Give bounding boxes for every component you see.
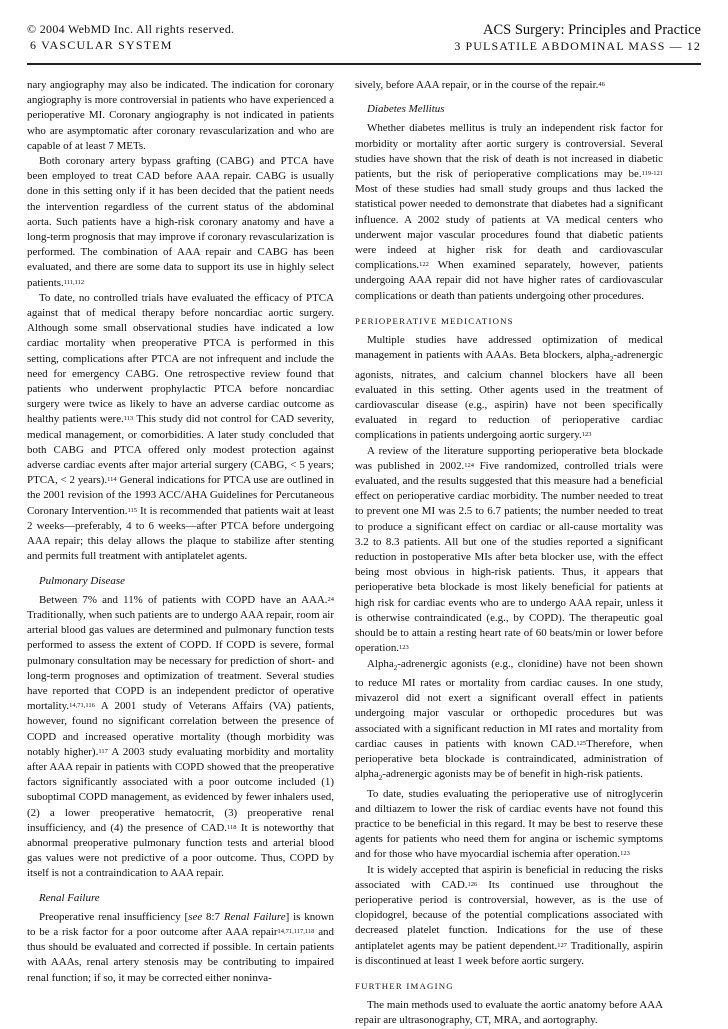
- book-title: ACS Surgery: Principles and Practice: [482, 22, 701, 38]
- reference-marker: 46: [598, 81, 605, 88]
- reference-marker: 115: [127, 506, 137, 514]
- reference-marker: 14,71,116: [69, 702, 95, 710]
- reference-marker: 111,112: [63, 278, 85, 286]
- section-label: 6 VASCULAR SYSTEM: [30, 38, 173, 52]
- paragraph: Multiple studies have addressed optimization of medical management in patients with AAAs. Beta blockers, alpha$_2$-adrenergic agonists, nitrates, and calcium channel blockers have all been evaluated in this setting. Other agents used in the treatment of cardiovascular disease (e.g., aspirin) have not been specifically evaluated in regard to reduction of perioperative cardiac complications in patients undergoing aortic surgery.$^{123}$: [355, 334, 663, 442]
- section-heading-further-imaging: FURTHER IMAGING: [355, 980, 454, 991]
- paragraph: A review of the literature supporting perioperative beta blockade was published in 2002.$^{124}$ Five randomized, controlled trials were evaluated, and the results suggested that this measure had a beneficial effect on perioperative cardiac morbidity. The number needed to treat to prevent one MI was 2.5 to 6.7 patients; the number needed to treat to produce a significant effect on cardiac or all-cause mortality was 3.2 to 8.3 patients. All but one of the studies reported a significant reduction in postoperative MIs after beta blocker use, with the effect being most obvious in high-risk patients. Thus, it appears that perioperative beta blockade is most likely beneficial for patients at high risk for cardiac events who are to undergo AAA repair, unless it is otherwise contraindicated (e.g., by COPD). The therapeutic goal should be to attain a resting heart rate of 60 beats/min or lower before operation.$^{123}$: [355, 444, 663, 655]
- right-column: [355, 78, 663, 1029]
- reference-marker: 124: [464, 461, 475, 469]
- paragraph: Both coronary artery bypass grafting (CABG) and PTCA have been employed to treat CAD before AAA repair. CABG is usually done in this setting only if it has been decided that the patient needs the intervention regardless of the current status of the abdominal aorta. Such patients have a high-risk coronary anatomy and have a long-term prognosis that may improve if coronary revascularization is performed. The combination of AAA repair and CABG has been evaluated, and there are some data to support its use in highly select patients.$^{111,112}$: [27, 155, 334, 289]
- reference-marker: 117: [98, 747, 108, 755]
- reference-marker: 125: [576, 739, 587, 747]
- reference-marker: 14,71,117,118: [277, 927, 315, 935]
- paragraph: The main methods used to evaluate the aortic anatomy before AAA repair are ultrasonography, CT, MRA, and aortography.: [355, 999, 663, 1027]
- reference-marker: 126: [467, 880, 478, 888]
- section-heading-perioperative-medications: PERIOPERATIVE MEDICATIONS: [355, 315, 514, 326]
- subheading-diabetes-mellitus: Diabetes Mellitus: [367, 103, 445, 116]
- copyright-notice: © 2004 WebMD Inc. All rights reserved.: [27, 22, 235, 36]
- chapter-running-head: 3 PULSATILE ABDOMINAL MASS — 12: [454, 39, 701, 53]
- reference-marker: 123: [399, 644, 409, 652]
- reference-marker: 113: [123, 415, 134, 423]
- reference-marker: 127: [557, 941, 568, 949]
- paragraph: nary angiography may also be indicated. The indication for coronary angiography is more controversial in patients who have experienced a perioperative MI. Coronary angiography is not indicated in patients who are asymptomatic after coronary revascularization and who are capable of at least 7 METs.: [27, 79, 334, 152]
- paragraph: Between 7% and 11% of patients with COPD have an AAA.$^{24}$ Traditionally, when such patients are to undergo AAA repair, room air arterial blood gas values are determined and pulmonary function tests performed to assess the extent of COPD. If COPD is severe, formal pulmonary consultation may be necessary for prediction of short- and long-term prognoses and optimization of treatment. Several studies have reported that COPD is an independent predictor of operative mortality.$^{14,71,116}$ A 2001 study of Veterans Affairs (VA) patients, however, found no significant correlation between the presence of COPD and increased operative mortality (though morbidity was notably higher).$^{117}$ A 2003 study evaluating morbidity and mortality after AAA repair in patients with COPD showed that the preoperative factors significantly associated with a poor outcome included (1) suboptimal COPD management, as evidenced by fewer inhalers used, (2) a lower preoperative hematocrit, (3) preoperative renal insufficiency, and (4) the presence of CAD.$^{118}$ It is noteworthy that abnormal preoperative pulmonary function tests and arterial blood gas values were not predictive of a poor outcome. Thus, COPD by itself is not a contraindication to AAA repair.: [27, 593, 334, 880]
- reference-marker: 123: [620, 850, 630, 858]
- header-rule: [27, 63, 701, 65]
- reference-marker: 118: [226, 823, 237, 831]
- paragraph: sively, before AAA repair, or in the course of the repair.$^{46}$: [355, 79, 605, 91]
- paragraph: To date, studies evaluating the perioperative use of nitroglycerin and diltiazem to lower the risk of cardiac events have not found this practice to be beneficial in this regard. It may be best to reserve these agents for patients who need them for angina or ischemic symptoms and for those who have myocardial ischemia after operation.$^{123}$: [355, 787, 663, 861]
- paragraph: Preoperative renal insufficiency [see 8:7 Renal Failure] is known to be a risk factor for a poor outcome after AAA repair$^{14,71,117,118}$ and thus should be evaluated and corrected if possible. In certain patients with AAAs, renal artery stenosis may be contributing to impaired renal function; if so, it may be corrected either noninva-: [27, 910, 335, 984]
- left-column: [27, 78, 334, 986]
- page-header: [27, 22, 701, 62]
- paragraph: It is widely accepted that aspirin is beneficial in reducing the risks associated with CAD.$^{126}$ Its continued use throughout the perioperative period is controversial, however, as is the use of clopidogrel, because of the potential complications associated with decreased platelet function. Indications for the use of these antiplatelet agents may be patient dependent.$^{127}$ Traditionally, aspirin is discontinued at least 1 week before aortic surgery.: [355, 863, 664, 967]
- reference-marker: 24: [327, 595, 334, 603]
- paragraph: To date, no controlled trials have evaluated the efficacy of PTCA against that of medical therapy before noncardiac aortic surgery. Although some small observational studies have indicated a low cardiac mortality when preoperative PTCA is performed in this setting, complications after PTCA are not infrequent and include the need for emergency CABG. One retrospective review found that patients who underwent prophylactic PTCA before noncardiac surgery were twice as likely to have an adverse cardiac outcome as healthy patients were.$^{113}$ This study did not control for CAD severity, medical management, or comorbidities. A later study concluded that both CABG and PTCA offered only modest protection against adverse cardiac events after major arterial surgery (CABG, < 5 years; PTCA, < 2 years).$^{114}$ General indications for PTCA use are outlined in the 2001 revision of the 1993 ACC/AHA Guidelines for Percutaneous Coronary Intervention.$^{115}$ It is recommended that patients wait at least 2 weeks—preferably, 4 to 6 weeks—after PTCA before undergoing AAA repair; this delay allows the plaque to stabilize after stenting and permits full treatment with antiplatelet agents.: [27, 291, 334, 563]
- subheading-renal-failure: Renal Failure: [39, 891, 100, 904]
- reference-marker: 114: [107, 476, 117, 484]
- paragraph: Alpha$_2$-adrenergic agonists (e.g., clonidine) have not been shown to reduce MI rates or mortality from cardiac causes. In one study, mivazerol did not exert a significant overall effect in patients undergoing major vascular or orthopedic procedures but was associated with a significant reduction in MI rates and mortality from cardiac causes in patients with known CAD.$^{125}$Therefore, when perioperative beta blockade is contraindicated, administration of alpha$_2$-adrenergic agonists may be of benefit in high-risk patients.: [355, 657, 663, 783]
- reference-marker: 119-121: [641, 170, 663, 178]
- reference-marker: 122: [419, 261, 429, 269]
- reference-marker: 123: [581, 431, 592, 439]
- paragraph: Whether diabetes mellitus is truly an independent risk factor for morbidity or mortality after aortic surgery is controversial. Several studies have shown that the risk of death is not increased in diabetic patients, but the risk of perioperative complications may be.$^{119-121}$ Most of these studies had small study groups and thus lacked the statistical power needed to demonstrate that diabetes had a significant influence. A 2002 study of patients at VA medical centers who underwent major vascular procedures found that diabetic patients were indeed at higher risk for death and cardiovascular complications.$^{122}$ When examined separately, however, patients undergoing AAA repair did not have higher rates of cardiovascular complications or death than patients undergoing other procedures.: [355, 122, 663, 302]
- subheading-pulmonary-disease: Pulmonary Disease: [39, 574, 125, 587]
